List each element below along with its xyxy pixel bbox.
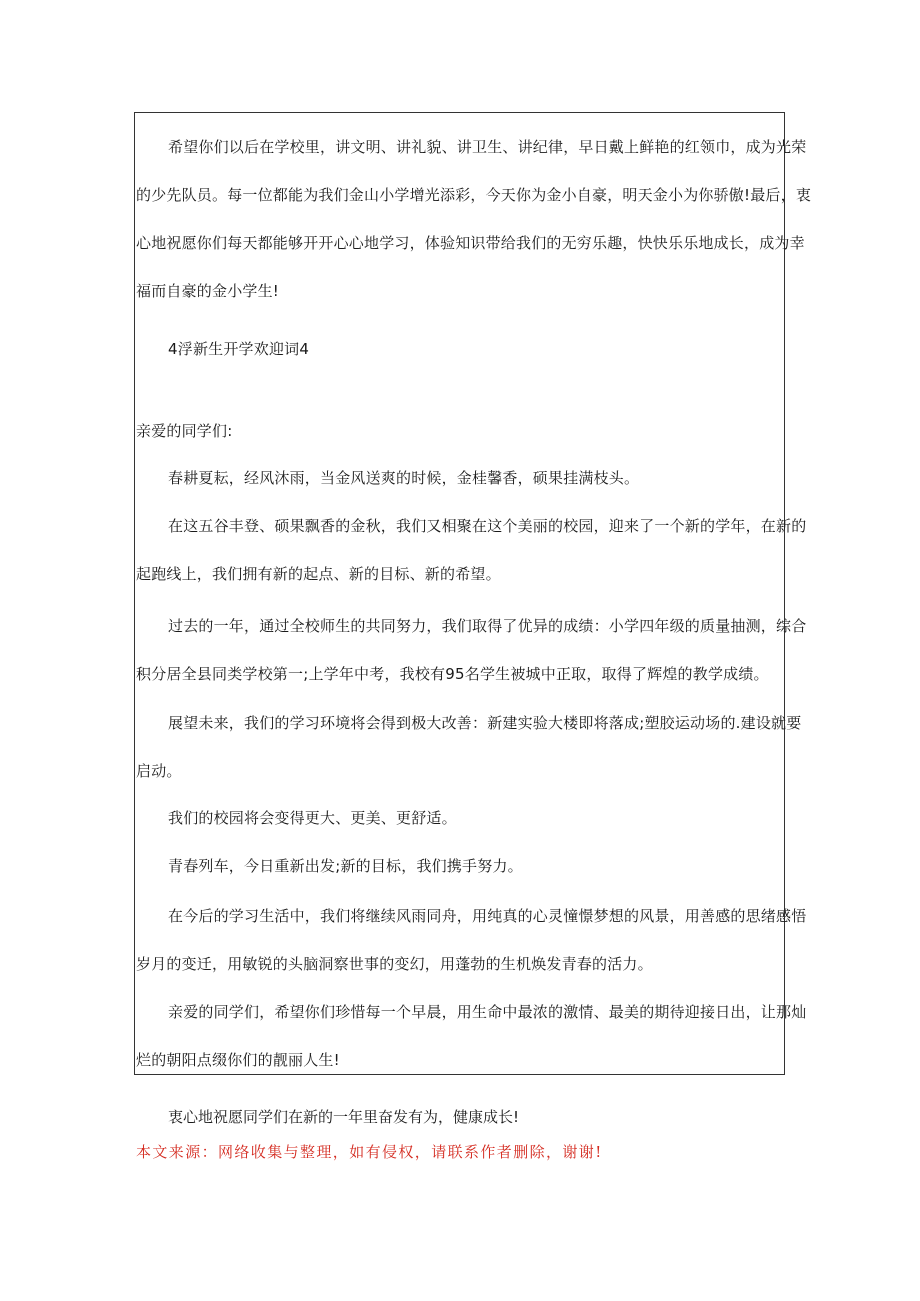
paragraph-outlook [136,713,802,783]
paragraph-future [136,906,807,976]
text-line: 起跑线上，我们拥有新的起点、新的目标、新的希望。 [136,565,501,583]
greeting [136,421,783,443]
text-line: 青春列车，今日重新出发;新的目标，我们携手努力。 [168,857,523,875]
paragraph-journey [136,856,783,878]
greeting-text: 亲爱的同学们: [136,422,233,440]
text-line: 烂的朝阳点缀你们的靓丽人生! [136,1051,340,1069]
text-line: 福而自豪的金小学生! [136,282,280,300]
paragraph-cherish [136,1002,807,1072]
text-line: 的少先队员。每一位都能为我们金山小学增光添彩，今天你为金小自豪，明天金小为你骄傲!最后，衷 [136,186,812,204]
paragraph-season [136,468,783,490]
closing-line: 衷心地祝愿同学们在新的一年里奋发有为，健康成长! [168,1108,520,1126]
paragraph-wishes [136,137,812,307]
text-line: 心地祝愿你们每天都能够开开心心地学习，体验知识带给我们的无穷乐趣，快快乐乐地成长，成为幸 [136,234,805,252]
paragraph-campus [136,808,783,830]
text-line: 我们的校园将会变得更大、更美、更舒适。 [168,809,457,827]
source-note: 本文来源：网络收集与整理，如有侵权，请联系作者删除，谢谢! [136,1143,603,1161]
text-line: 过去的一年，通过全校师生的共同努力，我们取得了优异的成绩：小学四年级的质量抽测，综合 [168,617,807,635]
paragraph-achievements [136,616,807,686]
text-line: 启动。 [136,762,182,780]
text-line: 在今后的学习生活中，我们将继续风雨同舟，用纯真的心灵憧憬梦想的风景，用善感的思绪感悟 [168,907,807,925]
text-line: 希望你们以后在学校里，讲文明、讲礼貌、讲卫生、讲纪律，早日戴上鲜艳的红领巾，成为光荣 [168,138,807,156]
heading-text: 4浮新生开学欢迎词4 [168,340,310,358]
text-line: 岁月的变迁，用敏锐的头脑洞察世事的变幻，用蓬勃的生机焕发青春的活力。 [136,955,653,973]
text-line: 展望未来，我们的学习环境将会得到极大改善：新建实验大楼即将落成;塑胶运动场的.建设就要 [168,714,802,732]
text-line: 积分居全县同类学校第一;上学年中考，我校有95名学生被城中正取，取得了辉煌的教学成绩。 [136,665,769,683]
text-line: 春耕夏耘，经风沐雨，当金风送爽的时候，金桂馨香，硕果挂满枝头。 [168,469,640,487]
section-heading [136,339,783,361]
paragraph-new-year [136,516,807,586]
text-line: 亲爱的同学们，希望你们珍惜每一个早晨，用生命中最浓的激情、最美的期待迎接日出，让那灿 [168,1003,807,1021]
text-line: 在这五谷丰登、硕果飘香的金秋，我们又相聚在这个美丽的校园，迎来了一个新的学年，在新的 [168,517,807,535]
